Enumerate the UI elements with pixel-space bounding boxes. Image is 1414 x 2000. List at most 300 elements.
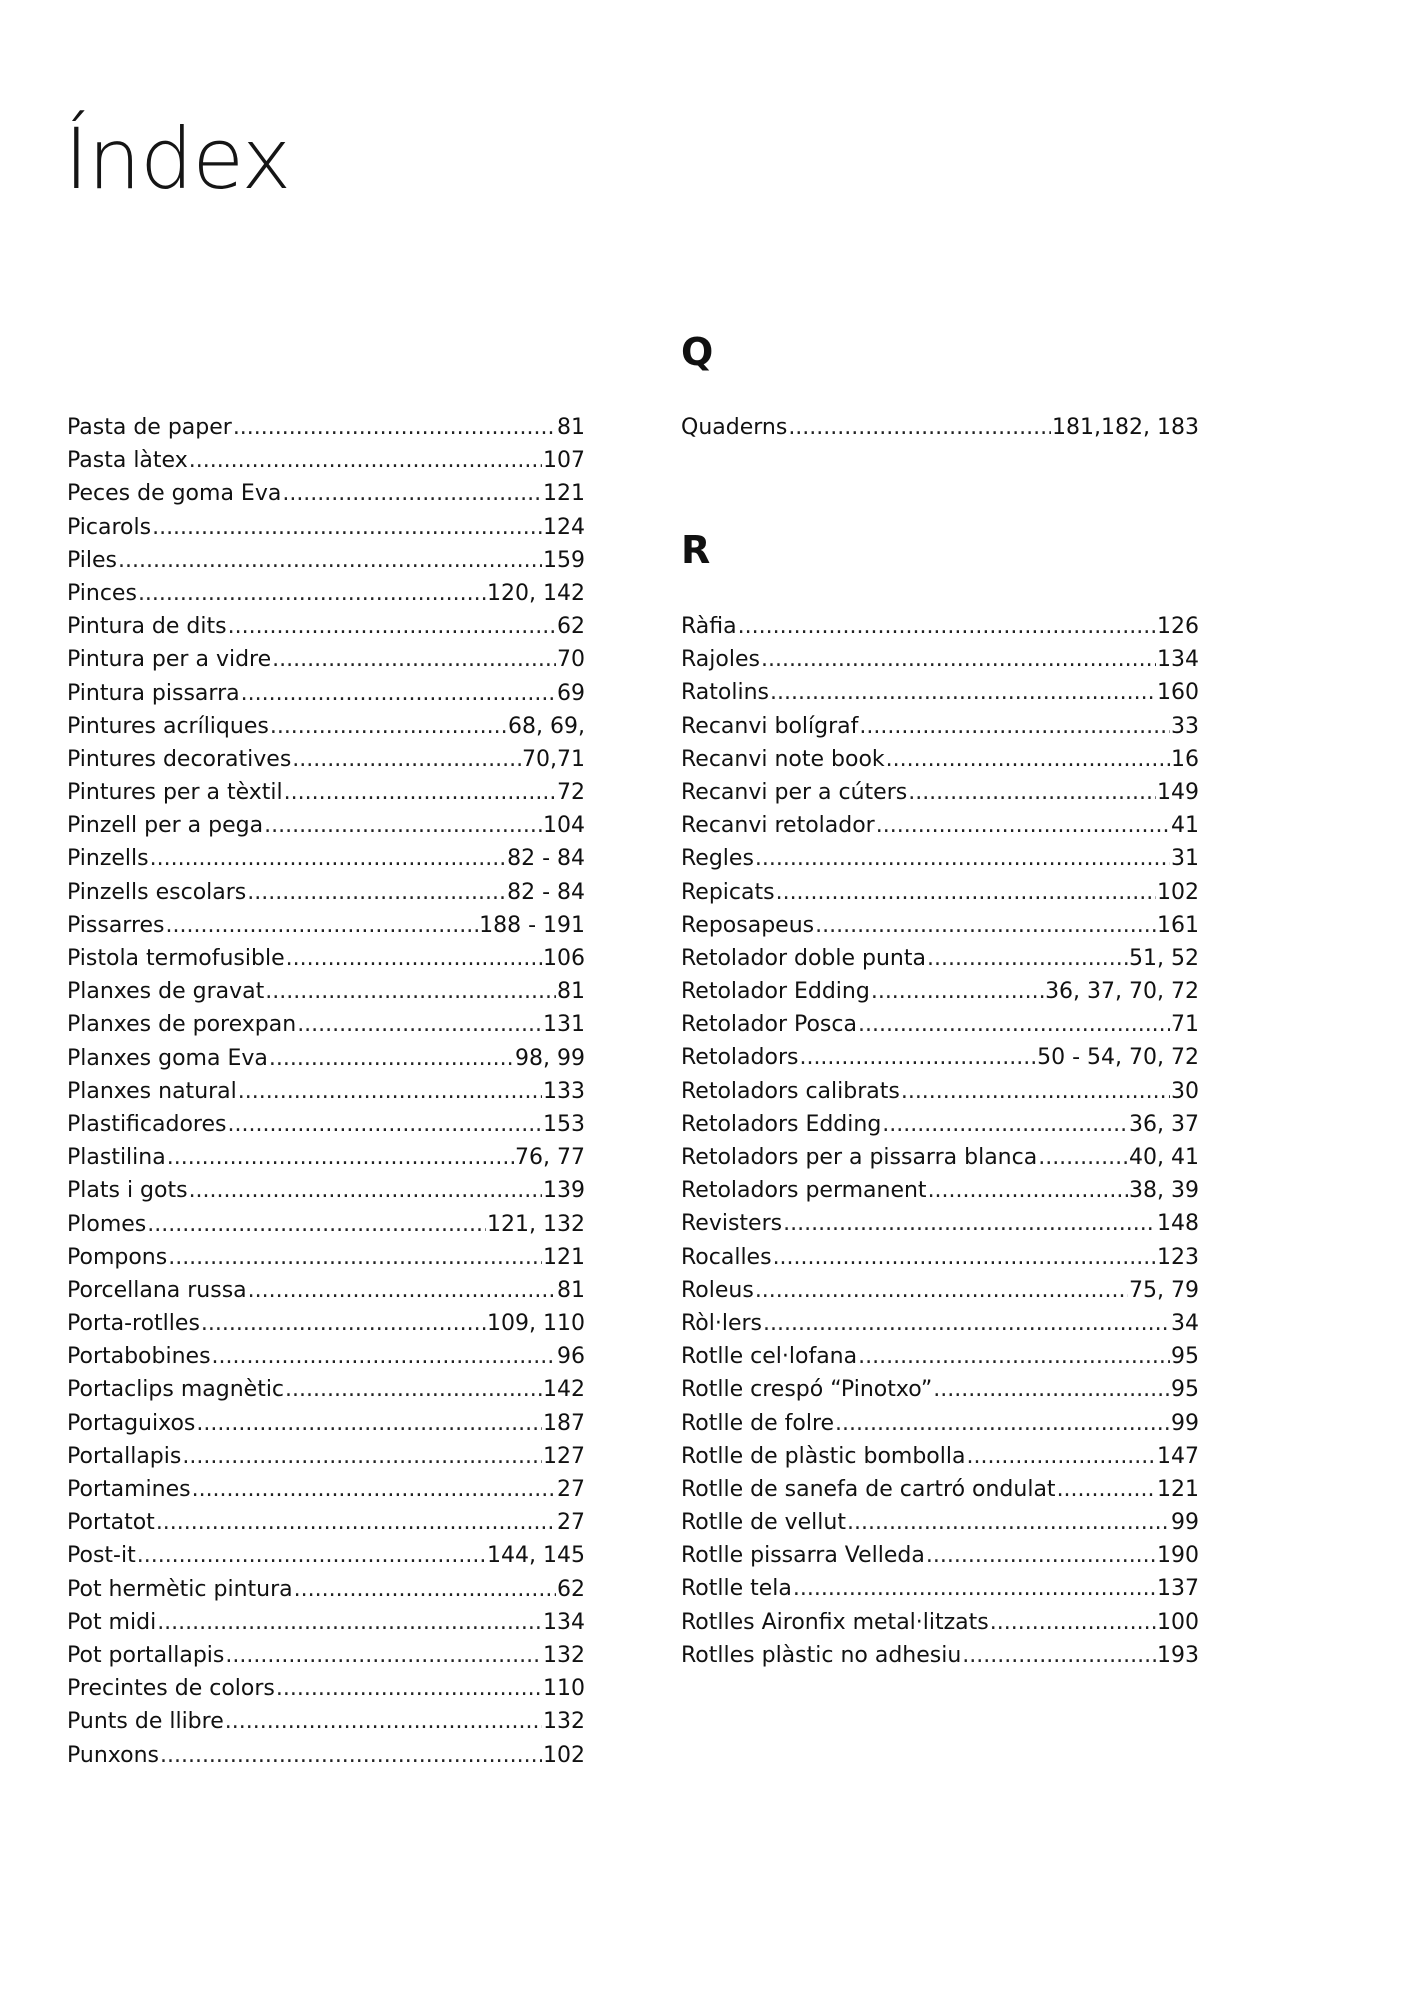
entry-pages: 81 [557,415,585,440]
section-letter-r: R [681,528,711,572]
index-entry [681,1075,1199,1108]
entry-pages: 106 [543,946,585,971]
entry-pages: 160 [1157,680,1199,706]
entry-pages: 181,182, 183 [1052,415,1199,440]
index-entry [681,610,1199,643]
entry-term: Retolador doble punta [681,945,926,971]
dot-leader [788,411,1051,444]
index-entry [681,1274,1199,1307]
entry-term: Rotlle de plàstic bombolla [681,1443,966,1469]
entry-term: Retolador Edding [681,979,870,1005]
entry-term: Precintes de colors [67,1676,275,1702]
entry-pages: 31 [1171,846,1199,872]
index-entry [67,577,585,610]
entry-term: Portaguixos [67,1410,196,1436]
entry-pages: 70,71 [522,746,585,772]
dot-leader [156,1506,556,1539]
dot-leader [212,1340,556,1373]
index-entry [67,1340,585,1373]
entry-term: Ròl·lers [681,1310,763,1336]
entry-term: Repicats [681,879,775,905]
entry-term: Reposapeus [681,912,815,938]
index-entry [67,809,585,842]
entry-pages: 120, 142 [487,580,585,606]
index-entry [67,1440,585,1473]
index-entry [681,1008,1199,1041]
entry-pages: 68, 69, [508,713,585,739]
index-entry [67,1573,585,1606]
index-entry [681,1373,1199,1406]
entry-pages: 71 [1171,1012,1199,1038]
entry-term: Plats i gots [67,1178,188,1204]
entry-pages: 121 [1157,1476,1199,1502]
dot-leader [247,876,506,909]
entry-pages: 137 [1157,1576,1199,1602]
index-entry [681,1506,1199,1539]
entry-term: Rotlles Aironfix metal·litzats [681,1609,989,1635]
entry-term: Pissarres [67,912,165,938]
entry-pages: 190 [1157,1543,1199,1569]
index-entry [681,676,1199,709]
entry-term: Pot midi [67,1609,157,1635]
dot-leader [168,1241,542,1274]
entry-pages: 36, 37 [1129,1111,1199,1137]
entry-pages: 193 [1157,1642,1199,1668]
entry-pages: 76, 77 [515,1145,585,1171]
index-entry [67,1174,585,1207]
entry-pages: 62 [557,1576,585,1602]
entry-pages: 132 [543,1709,585,1735]
index-entry [681,1108,1199,1141]
dot-leader [201,1307,486,1340]
dot-leader [783,1207,1156,1240]
index-entry [67,975,585,1008]
entry-term: Rotlle pissarra Velleda [681,1543,925,1569]
index-entry [67,1539,585,1572]
index-entry [67,1042,585,1075]
dot-leader [294,1573,556,1606]
entry-pages: 124 [543,514,585,540]
dot-leader [228,610,556,643]
entry-pages: 188 - 191 [479,912,585,938]
entry-term: Retoladors per a pissarra blanca [681,1145,1038,1170]
dot-leader [858,1340,1170,1373]
index-entry [681,1141,1199,1174]
index-entry [67,710,585,743]
entry-term: Pintures acríliques [67,713,269,739]
dot-leader [901,1075,1170,1108]
page-title: Índex [64,110,291,208]
entry-pages: 62 [557,614,585,640]
entry-term: Ràfia [681,614,737,639]
entry-pages: 133 [543,1078,585,1104]
entry-term: Pompons [67,1244,168,1270]
index-entry [67,909,585,942]
entry-pages: 30 [1171,1078,1199,1104]
entry-term: Revisters [681,1211,783,1237]
dot-leader [227,1108,542,1141]
entry-term: Pasta de paper [67,415,232,440]
entry-term: Recanvi note book [681,746,885,772]
index-entry [681,411,1199,444]
entry-term: Portatot [67,1510,155,1536]
index-entry [681,710,1199,743]
dot-leader [269,1042,514,1075]
entry-term: Roleus [681,1277,754,1303]
entry-term: Portabobines [67,1344,211,1370]
entry-pages: 40, 41 [1129,1145,1199,1170]
index-entry [67,942,585,975]
entry-pages: 96 [557,1344,585,1370]
dot-leader [1057,1473,1156,1506]
entry-term: Pintura de dits [67,614,227,640]
dot-leader [876,809,1170,842]
entry-term: Picarols [67,514,152,540]
dot-leader [238,1075,542,1108]
dot-leader [927,942,1128,975]
dot-leader [835,1407,1170,1440]
entry-term: Retolador Posca [681,1012,857,1038]
dot-leader [886,743,1170,776]
dot-leader [284,776,556,809]
entry-term: Retoladors permanent [681,1178,927,1204]
index-entry [67,677,585,710]
entry-term: Rotlle cel·lofana [681,1344,858,1370]
dot-leader [966,1440,1156,1473]
dot-leader [233,411,556,444]
entry-term: Retoladors calibrats [681,1078,900,1104]
index-entry [681,876,1199,909]
index-entry [681,975,1199,1008]
entry-term: Pinzells [67,846,149,872]
index-entry [67,1241,585,1274]
entry-pages: 147 [1157,1443,1199,1469]
entry-term: Planxes natural [67,1078,237,1104]
entry-term: Pinces [67,580,137,606]
entry-term: Regles [681,846,754,872]
dot-leader [933,1373,1170,1406]
dot-leader [799,1041,1036,1074]
index-entry [681,1041,1199,1074]
entry-pages: 144, 145 [487,1543,585,1569]
index-entry [67,1307,585,1340]
entry-term: Ratolins [681,680,769,706]
entry-pages: 148 [1157,1211,1199,1237]
entry-pages: 95 [1171,1344,1199,1370]
entry-term: Pinzells escolars [67,879,247,905]
dot-leader [265,975,556,1008]
index-entry [67,610,585,643]
dot-leader [770,676,1156,709]
dot-leader [871,975,1044,1008]
dot-leader [225,1639,542,1672]
entry-term: Pistola termofusible [67,946,285,971]
entry-pages: 69 [557,680,585,706]
entry-pages: 127 [543,1443,585,1469]
entry-pages: 36, 37, 70, 72 [1045,979,1199,1005]
entry-term: Piles [67,547,118,573]
entry-term: Pintura pissarra [67,680,240,706]
index-entry [681,643,1199,676]
dot-leader [189,1174,542,1207]
entry-pages: 134 [543,1609,585,1635]
entry-pages: 95 [1171,1377,1199,1403]
dot-leader [282,477,542,510]
entry-pages: 27 [557,1477,585,1502]
dot-leader [847,1506,1170,1539]
dot-leader [926,1539,1156,1572]
entry-pages: 187 [543,1410,585,1436]
entry-term: Rajoles [681,647,760,673]
dot-leader [990,1606,1156,1639]
index-entry [67,444,585,477]
entry-pages: 142 [543,1377,585,1403]
index-entry [681,1606,1199,1639]
entry-term: Peces de goma Eva [67,481,282,507]
dot-leader [152,511,542,544]
entry-term: Pot hermètic pintura [67,1576,293,1602]
entry-pages: 110 [543,1676,585,1702]
index-entry [67,1274,585,1307]
index-entry [67,1639,585,1672]
dot-leader [166,909,479,942]
dot-leader [137,1539,486,1572]
entry-pages: 134 [1157,647,1199,673]
entry-pages: 98, 99 [515,1045,585,1071]
index-entry [681,743,1199,776]
entry-pages: 81 [557,979,585,1005]
index-entry [67,1606,585,1639]
index-entry [67,1672,585,1705]
dot-leader [167,1141,514,1174]
dot-leader [761,643,1156,676]
index-entry [67,1473,585,1506]
dot-leader [192,1473,556,1506]
dot-leader [248,1274,556,1307]
entry-pages: 81 [557,1277,585,1303]
dot-leader [773,1241,1156,1274]
entry-term: Portallapis [67,1443,182,1469]
dot-leader [738,610,1156,643]
entry-pages: 121 [543,1244,585,1270]
entry-pages: 34 [1171,1310,1199,1336]
index-entry [67,1141,585,1174]
entry-term: Pintures per a tèxtil [67,780,283,806]
index-column-left [67,411,585,1772]
entry-pages: 107 [543,448,585,474]
entry-term: Punts de llibre [67,1709,224,1735]
index-entry [681,809,1199,842]
index-entry [681,1174,1199,1207]
entry-pages: 99 [1171,1410,1199,1436]
index-entry [67,1075,585,1108]
entry-term: Plastificadores [67,1111,227,1137]
dot-leader [755,842,1170,875]
entry-pages: 72 [557,780,585,806]
dot-leader [160,1739,542,1772]
entry-pages: 100 [1157,1609,1199,1635]
entry-term: Porcellana russa [67,1277,247,1303]
dot-leader [297,1008,542,1041]
entry-pages: 50 - 54, 70, 72 [1037,1045,1199,1071]
index-entry [681,842,1199,875]
entry-pages: 102 [1157,879,1199,905]
index-entry [681,1307,1199,1340]
entry-term: Pintures decoratives [67,746,292,772]
dot-leader [272,643,556,676]
entry-pages: 75, 79 [1129,1277,1199,1303]
entry-term: Planxes de gravat [67,979,265,1005]
dot-leader [793,1572,1156,1605]
index-entry [681,1639,1199,1672]
entry-term: Rotlle de vellut [681,1510,846,1536]
dot-leader [908,776,1156,809]
dot-leader [157,1606,542,1639]
entry-pages: 149 [1157,779,1199,805]
index-entry [67,1739,585,1772]
dot-leader [150,842,506,875]
index-entry [681,1440,1199,1473]
index-entry [67,1407,585,1440]
entry-pages: 161 [1157,912,1199,938]
dot-leader [276,1672,542,1705]
index-entry [67,776,585,809]
entry-term: Portaclips magnètic [67,1377,285,1403]
entry-pages: 33 [1171,713,1199,739]
entry-term: Rotlle de sanefa de cartró ondulat [681,1476,1056,1502]
entry-pages: 102 [543,1742,585,1768]
entry-pages: 153 [543,1111,585,1137]
index-entry [67,1373,585,1406]
entry-pages: 27 [557,1510,585,1536]
entry-pages: 126 [1157,614,1199,639]
index-entry [67,511,585,544]
index-entry [67,643,585,676]
dot-leader [182,1440,542,1473]
index-entry [681,1407,1199,1440]
dot-leader [1038,1141,1128,1174]
entry-term: Pasta làtex [67,448,188,474]
entry-term: Recanvi bolígraf [681,713,859,739]
entry-term: Rotlles plàstic no adhesiu [681,1642,962,1668]
index-entry [67,876,585,909]
index-entry [681,909,1199,942]
entry-pages: 82 - 84 [507,879,585,905]
index-entry [681,1241,1199,1274]
entry-term: Recanvi retolador [681,813,875,839]
entry-term: Rocalles [681,1244,772,1270]
index-entry [67,1705,585,1738]
entry-pages: 123 [1157,1244,1199,1270]
index-entry [67,1506,585,1539]
entry-pages: 38, 39 [1129,1178,1199,1204]
dot-leader [815,909,1156,942]
entry-pages: 82 - 84 [507,846,585,872]
entry-pages: 139 [543,1178,585,1204]
entry-pages: 132 [543,1642,585,1668]
entry-term: Rotlle de folre [681,1410,835,1436]
dot-leader [118,544,542,577]
entry-term: Quaderns [681,415,788,440]
index-entry [67,1008,585,1041]
index-entry [67,842,585,875]
entry-pages: 99 [1171,1510,1199,1536]
index-section-r [681,610,1199,1672]
dot-leader [147,1208,486,1241]
index-entry [67,477,585,510]
dot-leader [763,1307,1170,1340]
entry-pages: 104 [543,813,585,839]
entry-pages: 121 [543,481,585,507]
index-entry [67,411,585,444]
dot-leader [225,1705,542,1738]
index-entry [67,544,585,577]
index-entry [681,1572,1199,1605]
dot-leader [962,1639,1156,1672]
entry-term: Plomes [67,1211,147,1237]
dot-leader [882,1108,1128,1141]
entry-term: Rotlle tela [681,1576,792,1602]
entry-term: Pot portallapis [67,1642,225,1668]
section-letter-q: Q [681,330,714,374]
index-entry [681,1473,1199,1506]
entry-pages: 159 [543,547,585,573]
index-entry [67,1208,585,1241]
index-entry [681,942,1199,975]
entry-pages: 131 [543,1012,585,1038]
entry-pages: 121, 132 [487,1211,585,1237]
entry-term: Rotlle crespó “Pinotxo” [681,1377,933,1403]
dot-leader [270,710,507,743]
dot-leader [196,1407,542,1440]
entry-term: Planxes goma Eva [67,1045,268,1071]
entry-term: Recanvi per a cúters [681,779,908,805]
dot-leader [285,1373,542,1406]
dot-leader [292,743,521,776]
dot-leader [241,677,556,710]
entry-term: Post-it [67,1543,136,1569]
entry-pages: 70 [557,647,585,673]
index-entry [681,776,1199,809]
entry-term: Planxes de porexpan [67,1012,297,1038]
entry-pages: 51, 52 [1129,945,1199,971]
dot-leader [755,1274,1128,1307]
entry-term: Punxons [67,1742,159,1768]
dot-leader [859,710,1170,743]
entry-term: Pinzell per a pega [67,813,264,839]
entry-pages: 109, 110 [487,1311,585,1337]
entry-term: Retoladors Edding [681,1111,882,1137]
entry-term: Plastilina [67,1145,166,1171]
dot-leader [138,577,486,610]
dot-leader [286,942,542,975]
dot-leader [858,1008,1170,1041]
dot-leader [928,1174,1128,1207]
index-section-q [681,411,1199,444]
entry-pages: 41 [1171,813,1199,839]
dot-leader [776,876,1156,909]
entry-term: Portamines [67,1477,191,1502]
entry-term: Pintura per a vidre [67,647,272,673]
dot-leader [189,444,542,477]
entry-term: Porta-rotlles [67,1311,200,1337]
index-entry [681,1340,1199,1373]
entry-pages: 16 [1171,746,1199,772]
index-entry [67,743,585,776]
dot-leader [264,809,542,842]
index-entry [681,1207,1199,1240]
entry-term: Retoladors [681,1045,799,1071]
